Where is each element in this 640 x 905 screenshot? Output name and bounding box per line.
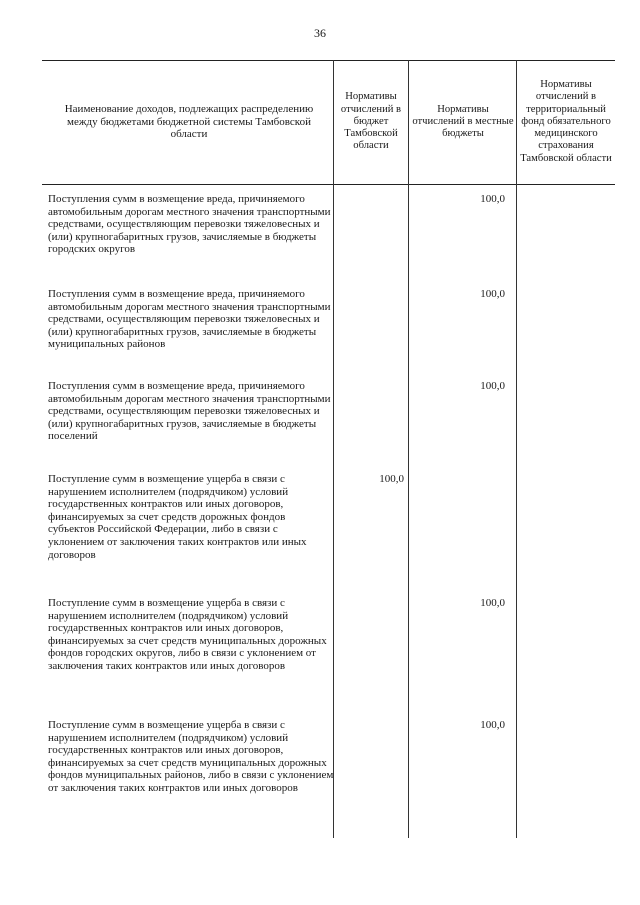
- row-local-value: 100,0: [480, 380, 505, 392]
- header-bottom-border: [42, 184, 615, 185]
- row-name: Поступление сумм в возмещение ущерба в связи с нарушением исполнителем (подрядчиком) условий государственных контрактов или иных договоров, финансируемых за счет средств муниципальных дорожных фондов городских округов, либо в связи с уклонением от заключения таких контрактов или иных договоров: [48, 597, 327, 672]
- row-name: Поступления сумм в возмещение вреда, причиняемого автомобильным дорогам местного значения транспортными средствами, осуществляющим перевозки тяжеловесных и (или) крупногабаритных грузов, зачисляемые в бюджеты городских округов: [48, 193, 331, 256]
- column-divider-2: [408, 60, 409, 838]
- row-name: Поступление сумм в возмещение ущерба в связи с нарушением исполнителем (подрядчиком) условий государственных контрактов или иных договоров, финансируемых за счет средств муниципальных дорожных фондов муниципальных районов, либо в связи с уклонением от заключения таких контрактов или иных договоров: [48, 719, 334, 794]
- header-fund: Нормативы отчислений в территориальный фонд обязательного медицинского страхования Тамбовской области: [520, 78, 612, 164]
- row-local-value: 100,0: [480, 597, 505, 609]
- column-divider-3: [516, 60, 517, 838]
- row-regional-value: 100,0: [379, 473, 404, 485]
- page-number: 36: [314, 26, 326, 40]
- row-name: Поступления сумм в возмещение вреда, причиняемого автомобильным дорогам местного значения транспортными средствами, осуществляющим перевозки тяжеловесных и (или) крупногабаритных грузов, зачисляемые в бюджеты поселений: [48, 380, 331, 443]
- row-local-value: 100,0: [480, 288, 505, 300]
- header-regional: Нормативы отчислений в бюджет Тамбовской области: [340, 91, 402, 152]
- row-name: Поступления сумм в возмещение вреда, причиняемого автомобильным дорогам местного значения транспортными средствами, осуществляющим перевозки тяжеловесных и (или) крупногабаритных грузов, зачисляемые в бюджеты муниципальных районов: [48, 288, 331, 351]
- row-local-value: 100,0: [480, 719, 505, 731]
- row-local-value: 100,0: [480, 193, 505, 205]
- row-name: Поступление сумм в возмещение ущерба в связи с нарушением исполнителем (подрядчиком) условий государственных контрактов или иных договоров, финансируемых за счет средств дорожных фондов субъектов Российской Федерации, либо в связи с уклонением от заключения таких контрактов или иных договоров: [48, 473, 307, 561]
- header-name: Наименование доходов, подлежащих распределению между бюджетами бюджетной системы Тамбовской области: [64, 103, 314, 141]
- header-local: Нормативы отчислений в местные бюджеты: [412, 103, 514, 140]
